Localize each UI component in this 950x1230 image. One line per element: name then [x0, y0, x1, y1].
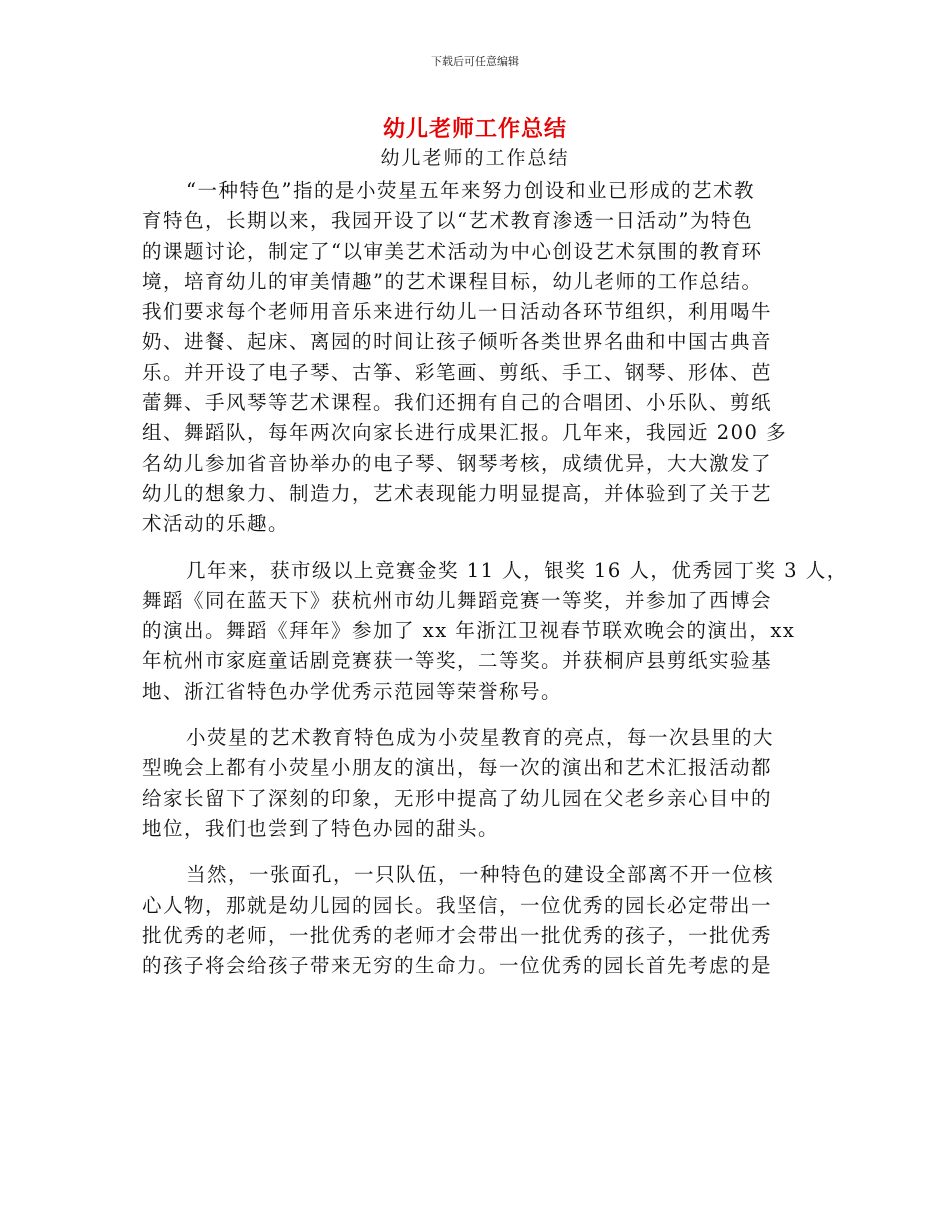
text-line: 名幼儿参加省音协举办的电子琴、钢琴考核，成绩优异，大大激发了 [142, 451, 773, 475]
text-line: 蕾舞、手风琴等艺术课程。我们还拥有自己的合唱团、小乐队、剪纸 [142, 391, 773, 415]
text-line: 育特色，长期以来，我园开设了以“艺术教育渗透一日活动”为特色 [142, 209, 753, 233]
text-line: 型晚会上都有小荧星小朋友的演出，每一次的演出和艺术汇报活动都 [142, 756, 773, 780]
text-line: 境，培育幼儿的审美情趣”的艺术课程目标，幼儿老师的工作总结。 [142, 269, 763, 293]
paragraph-gap [142, 844, 842, 860]
text-line: 小荧星的艺术教育特色成为小荧星教育的亮点，每一次县里的大 [186, 726, 775, 750]
paragraph [142, 723, 842, 844]
text-line: 的课题讨论，制定了“以审美艺术活动为中心创设艺术氛围的教育环 [142, 239, 763, 263]
document-body [142, 176, 848, 981]
paragraph [142, 860, 842, 981]
header-note: 下载后可任意编辑 [431, 55, 519, 68]
document-subtitle: 幼儿老师的工作总结 [380, 147, 570, 169]
text-line: 乐。并开设了电子琴、古筝、彩笔画、剪纸、手工、钢琴、形体、芭 [142, 360, 773, 384]
text-line: “一种特色”指的是小荧星五年来努力创设和业已形成的艺术教 [186, 179, 755, 202]
text-line: 批优秀的老师，一批优秀的老师才会带出一批优秀的孩子，一批优秀 [142, 923, 773, 947]
text-line: 地位，我们也尝到了特色办园的甜头。 [142, 816, 500, 840]
text-line: 舞蹈《同在蓝天下》获杭州市幼儿舞蹈竞赛一等奖，并参加了西博会 [142, 588, 773, 612]
text-line: 幼儿的想象力、制造力，艺术表现能力明显提高，并体验到了关于艺 [142, 481, 773, 505]
text-line: 的孩子将会给孩子带来无穷的生命力。一位优秀的园长首先考虑的是 [142, 954, 773, 978]
text-line: 当然，一张面孔，一只队伍，一种特色的建设全部离不开一位核 [186, 863, 775, 887]
text-line: 我们要求每个老师用音乐来进行幼儿一日活动各环节组织，利用喝牛 [142, 300, 773, 324]
text-line: 心人物，那就是幼儿园的园长。我坚信，一位优秀的园长必定带出一 [142, 893, 773, 917]
document-title: 幼儿老师工作总结 [382, 117, 567, 142]
paragraph [142, 176, 842, 540]
paragraph [142, 556, 848, 707]
paragraph-gap [142, 540, 842, 556]
text-line: 地、浙江省特色办学优秀示范园等荣誉称号。 [142, 679, 563, 703]
text-line: 给家长留下了深刻的印象，无形中提高了幼儿园在父老乡亲心目中的 [142, 786, 773, 810]
paragraph-gap [142, 707, 842, 723]
text-line: 组、舞蹈队，每年两次向家长进行成果汇报。几年来，我园近 200 多 [142, 421, 788, 445]
text-line: 的演出。舞蹈《拜年》参加了 xx 年浙江卫视春节联欢晚会的演出，xx [142, 619, 796, 643]
text-line: 年杭州市家庭童话剧竞赛获一等奖，二等奖。并获桐庐县剪纸实验基 [142, 649, 773, 673]
text-line: 奶、进餐、起床、离园的时间让孩子倾听各类世界名曲和中国古典音 [142, 330, 773, 354]
text-line: 术活动的乐趣。 [142, 512, 290, 536]
text-line: 几年来，获市级以上竞赛金奖 11 人，银奖 16 人，优秀园丁奖 3 人， [186, 558, 848, 582]
